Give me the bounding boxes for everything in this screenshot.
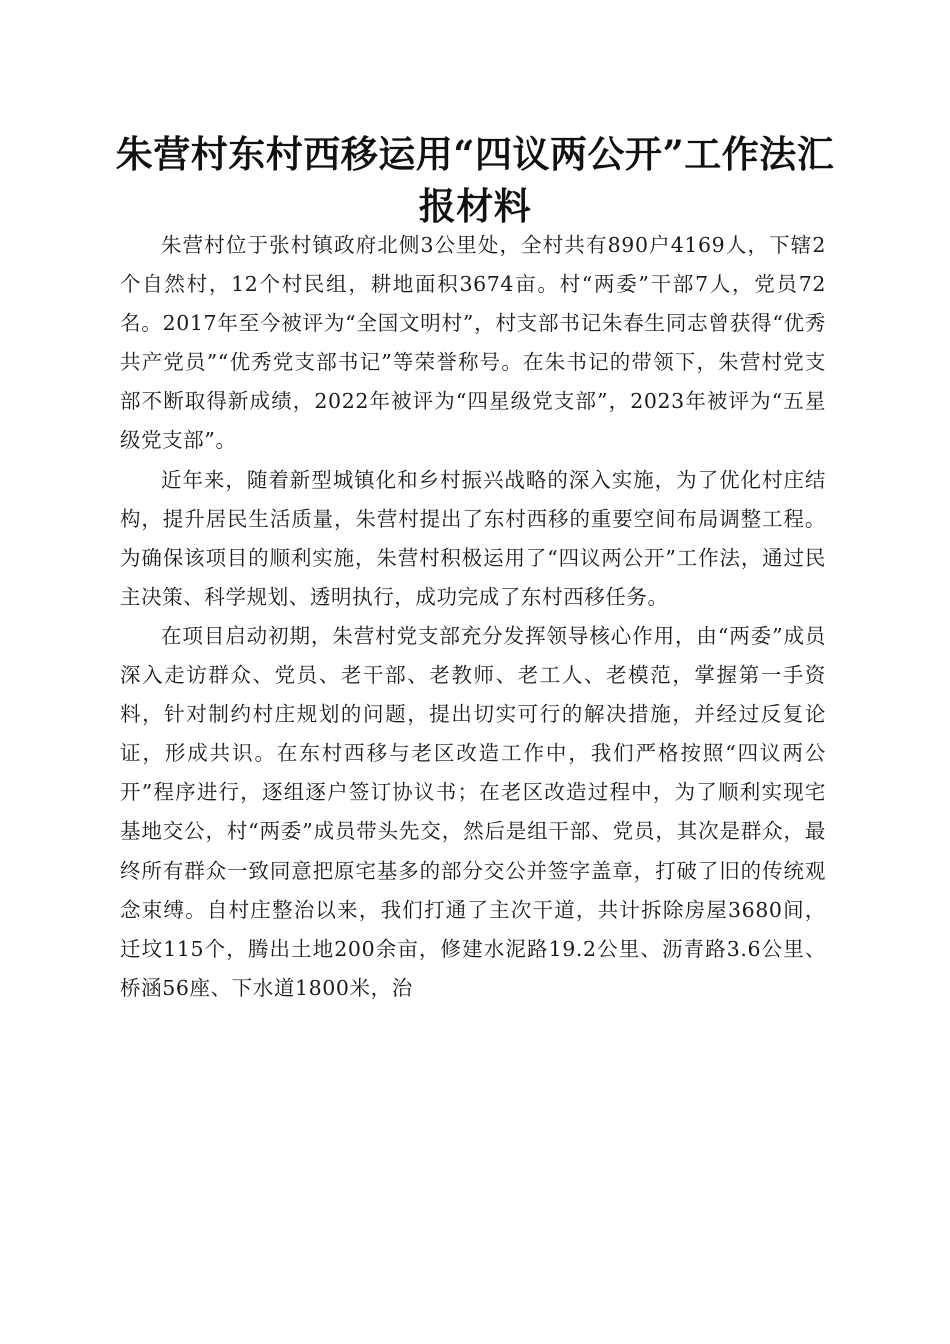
document-body — [120, 226, 826, 1008]
paragraph-village-overview: 朱营村位于张村镇政府北侧3公里处，全村共有890户4169人，下辖2个自然村，12个村民组，耕地面积3674亩。村“两委”干部7人，党员72名。2017年至今被评为“全国文明村”，村支部书记朱春生同志曾获得“优秀共产党员”“优秀党支部书记”等荣誉称号。在朱书记的带领下，朱营村党支部不断取得新成绩，2022年被评为“四星级党支部”，2023年被评为“五星级党支部”。 — [120, 233, 826, 453]
document-title: 朱营村东村西移运用“四议两公开”工作法汇报材料 — [115, 132, 835, 228]
paragraph-implementation: 在项目启动初期，朱营村党支部充分发挥领导核心作用，由“两委”成员深入走访群众、党员、老干部、老教师、老工人、老模范，掌握第一手资料，针对制约村庄规划的问题，提出切实可行的解决措施，并经过反复论证，形成共识。在东村西移与老区改造工作中，我们严格按照“四议两公开”程序进行，逐组逐户签订协议书；在老区改造过程中，为了顺利实现宅基地交公，村“两委”成员带头先交，然后是组干部、党员，其次是群众，最终所有群众一致同意把原宅基多的部分交公并签字盖章，打破了旧的传统观念束缚。自村庄整治以来，我们打通了主次干道，共计拆除房屋3680间，迁坟115个，腾出土地200余亩，修建水泥路19.2公里、沥青路3.6公里、桥涵56座、下水道1800米，治 — [120, 623, 826, 1000]
paragraph-project-background: 近年来，随着新型城镇化和乡村振兴战略的深入实施，为了优化村庄结构，提升居民生活质量，朱营村提出了东村西移的重要空间布局调整工程。为确保该项目的顺利实施，朱营村积极运用了“四议两公开”工作法，通过民主决策、科学规划、透明执行，成功完成了东村西移任务。 — [120, 467, 826, 609]
